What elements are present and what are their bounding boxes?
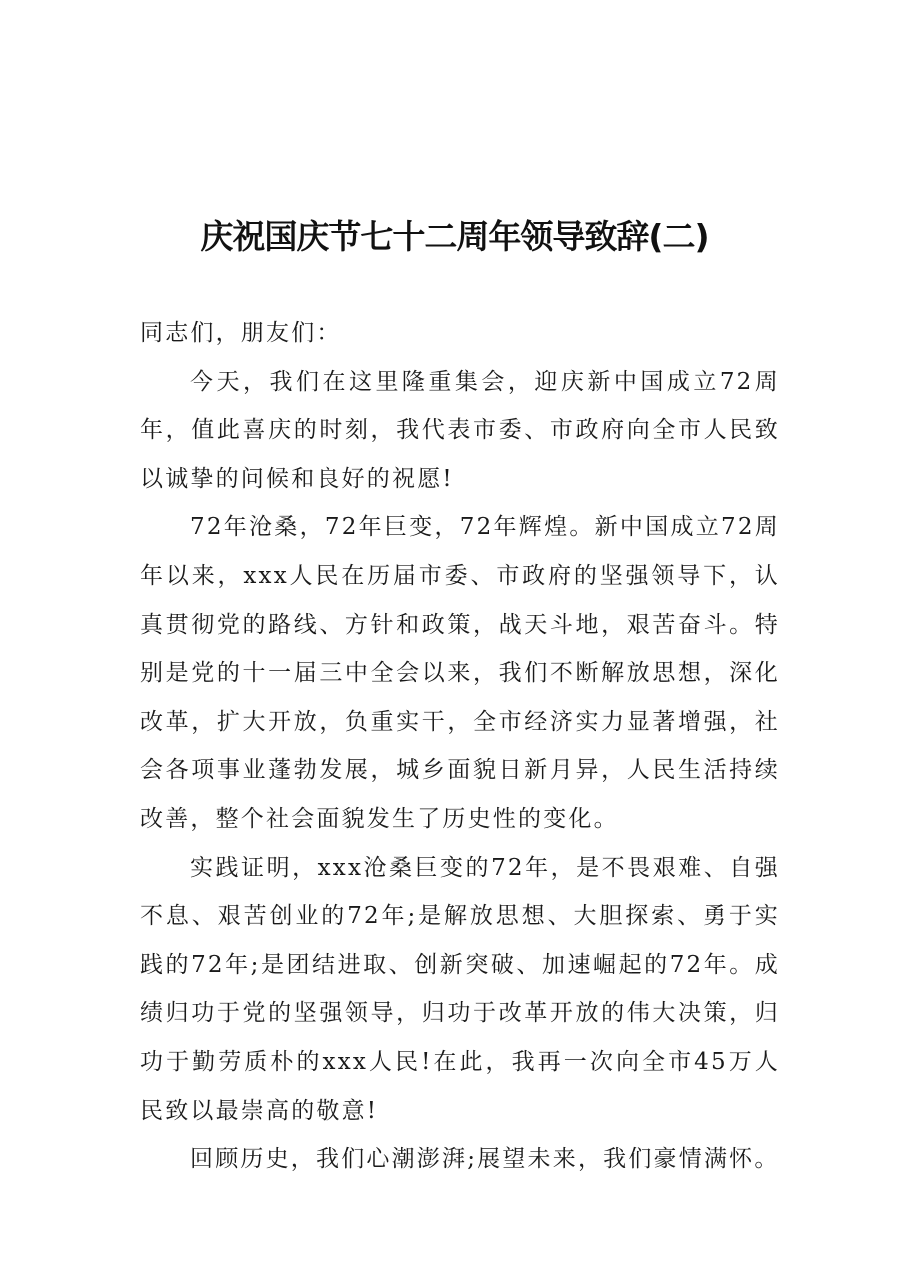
document-title: 庆祝国庆节七十二周年领导致辞(二) — [200, 217, 709, 256]
salutation: 同志们，朋友们： — [140, 320, 342, 346]
paragraph-2: 72年沧桑，72年巨变，72年辉煌。新中国成立72周年以来，xxx人民在历届市委、市政府的坚强领导下，认真贯彻党的路线、方针和政策，战天斗地，艰苦奋斗。特别是党的十一届三中全会以来，我们不断解放思想，深化改革，扩大开放，负重实干，全市经济实力显著增强，社会各项事业蓬勃发展，城乡面貌日新月异，人民生活持续改善，整个社会面貌发生了历史性的变化。 — [140, 514, 780, 832]
document-body — [140, 309, 780, 1184]
paragraph-4: 回顾历史，我们心潮澎湃;展望未来，我们豪情满怀。 — [190, 1146, 780, 1173]
paragraph-3: 实践证明，xxx沧桑巨变的72年，是不畏艰难、自强不息、艰苦创业的72年;是解放思想、大胆探索、勇于实践的72年;是团结进取、创新突破、加速崛起的72年。成绩归功于党的坚强领导，归功于改革开放的伟大决策，归功于勤劳质朴的xxx人民!在此，我再一次向全市45万人民致以最崇高的敬意! — [140, 854, 780, 1124]
paragraph-1: 今天，我们在这里隆重集会，迎庆新中国成立72周年，值此喜庆的时刻，我代表市委、市政府向全市人民致以诚挚的问候和良好的祝愿! — [140, 368, 780, 492]
